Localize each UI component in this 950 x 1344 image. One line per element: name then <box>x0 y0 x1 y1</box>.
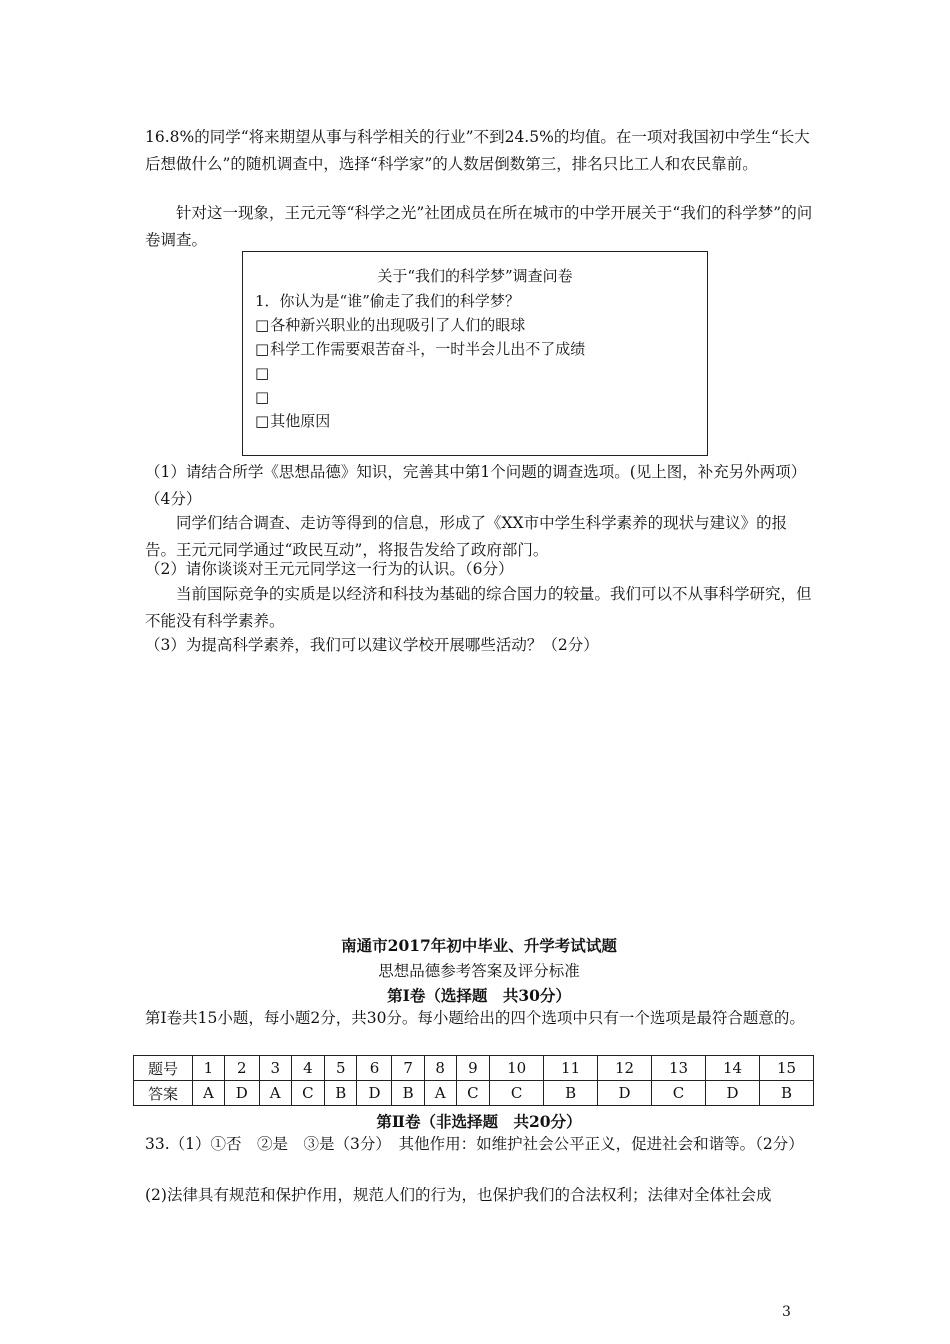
answer-cell: D <box>357 1081 392 1106</box>
answer-cell: C <box>291 1081 325 1106</box>
question-number: 14 <box>706 1056 760 1081</box>
question-number: 3 <box>259 1056 291 1081</box>
table-row-label: 题号 <box>134 1056 193 1081</box>
survey-option: □ 科学工作需要艰苦奋斗，一时半会儿出不了成绩 <box>255 337 707 361</box>
answer-subtitle: 思想品德参考答案及评分标准 <box>378 962 580 980</box>
survey-option: □ 其他原因 <box>255 409 707 433</box>
survey-option-blank <box>255 361 707 385</box>
table-row-label: 答案 <box>134 1081 193 1106</box>
answer-cell: A <box>259 1081 291 1106</box>
answer-cell: D <box>706 1081 760 1106</box>
answer-cell: C <box>490 1081 544 1106</box>
question-number: 12 <box>598 1056 652 1081</box>
question-number: 7 <box>392 1056 424 1081</box>
answer-table <box>133 1055 814 1106</box>
survey-question: 1．你认为是“谁”偷走了我们的科学梦？ <box>255 292 520 310</box>
question-number: 6 <box>357 1056 392 1081</box>
answer-cell: C <box>456 1081 490 1106</box>
science-paragraph: 当前国际竞争的实质是以经济和科技为基础的综合国力的较量。我们可以不从事科学研究，但不能没有科学素养。 <box>145 585 812 630</box>
info-paragraph: 同学们结合调查、走访等得到的信息，形成了《XX市中学生科学素养的现状与建议》的报告。王元元同学通过“政民互动”，将报告发给了政府部门。 <box>145 514 788 559</box>
survey-title: 关于“我们的科学梦”调查问卷 <box>377 267 573 285</box>
question-number: 9 <box>456 1056 490 1081</box>
survey-box <box>242 251 708 456</box>
answer-33-2: (2)法律具有规范和保护作用，规范人们的行为，也保护我们的合法权利；法律对全体社会成 <box>145 1186 772 1204</box>
answer-cell: B <box>759 1081 813 1106</box>
question-number: 15 <box>759 1056 813 1081</box>
part1-title: 第Ⅰ卷（选择题 共30分） <box>387 986 571 1005</box>
answer-cell: D <box>224 1081 259 1106</box>
answer-cell: B <box>392 1081 424 1106</box>
question-number: 5 <box>325 1056 357 1081</box>
question-number: 11 <box>544 1056 598 1081</box>
question-number: 10 <box>490 1056 544 1081</box>
question-1: （1）请结合所学《思想品德》知识，完善其中第1个问题的调查选项。(见上图，补充另外两项）（4分） <box>145 463 807 508</box>
question-number: 13 <box>652 1056 706 1081</box>
part2-title: 第Ⅱ卷（非选择题 共20分） <box>376 1112 582 1131</box>
survey-option: □ 各种新兴职业的出现吸引了人们的眼球 <box>255 313 707 337</box>
answer-cell: C <box>652 1081 706 1106</box>
answer-cell: B <box>544 1081 598 1106</box>
question-2: （2）请你谈谈对王元元同学这一行为的认识。（6分） <box>145 560 514 578</box>
question-number: 4 <box>291 1056 325 1081</box>
question-number: 2 <box>224 1056 259 1081</box>
part1-description: 第Ⅰ卷共15小题，每小题2分，共30分。每小题给出的四个选项中只有一个选项是最符合题意的。 <box>145 1009 805 1027</box>
question-number: 8 <box>424 1056 456 1081</box>
answer-cell: B <box>325 1081 357 1106</box>
survey-option-blank <box>255 385 707 409</box>
context-paragraph: 针对这一现象，王元元等“科学之光”社团成员在所在城市的中学开展关于“我们的科学梦”的问卷调查。 <box>145 204 813 249</box>
answer-cell: A <box>424 1081 456 1106</box>
answer-cell: A <box>193 1081 225 1106</box>
answer-33-1: 33.（1）①否 ②是 ③是（3分） 其他作用：如维护社会公平正义，促进社会和谐等。（2分） <box>145 1135 804 1153</box>
question-3: （3）为提高科学素养，我们可以建议学校开展哪些活动？（2分） <box>145 636 599 654</box>
table-row <box>134 1056 814 1081</box>
page-number: 3 <box>782 1304 791 1320</box>
table-row <box>134 1081 814 1106</box>
answer-title: 南通市2017年初中毕业、升学考试试题 <box>341 936 617 955</box>
answer-cell: D <box>598 1081 652 1106</box>
intro-paragraph: 16.8%的同学“将来期望从事与科学相关的行业”不到24.5%的均值。在一项对我国初中学生“长大后想做什么”的随机调查中，选择“科学家”的人数居倒数第三，排名只比工人和农民靠前。 <box>145 128 810 173</box>
question-number: 1 <box>193 1056 225 1081</box>
